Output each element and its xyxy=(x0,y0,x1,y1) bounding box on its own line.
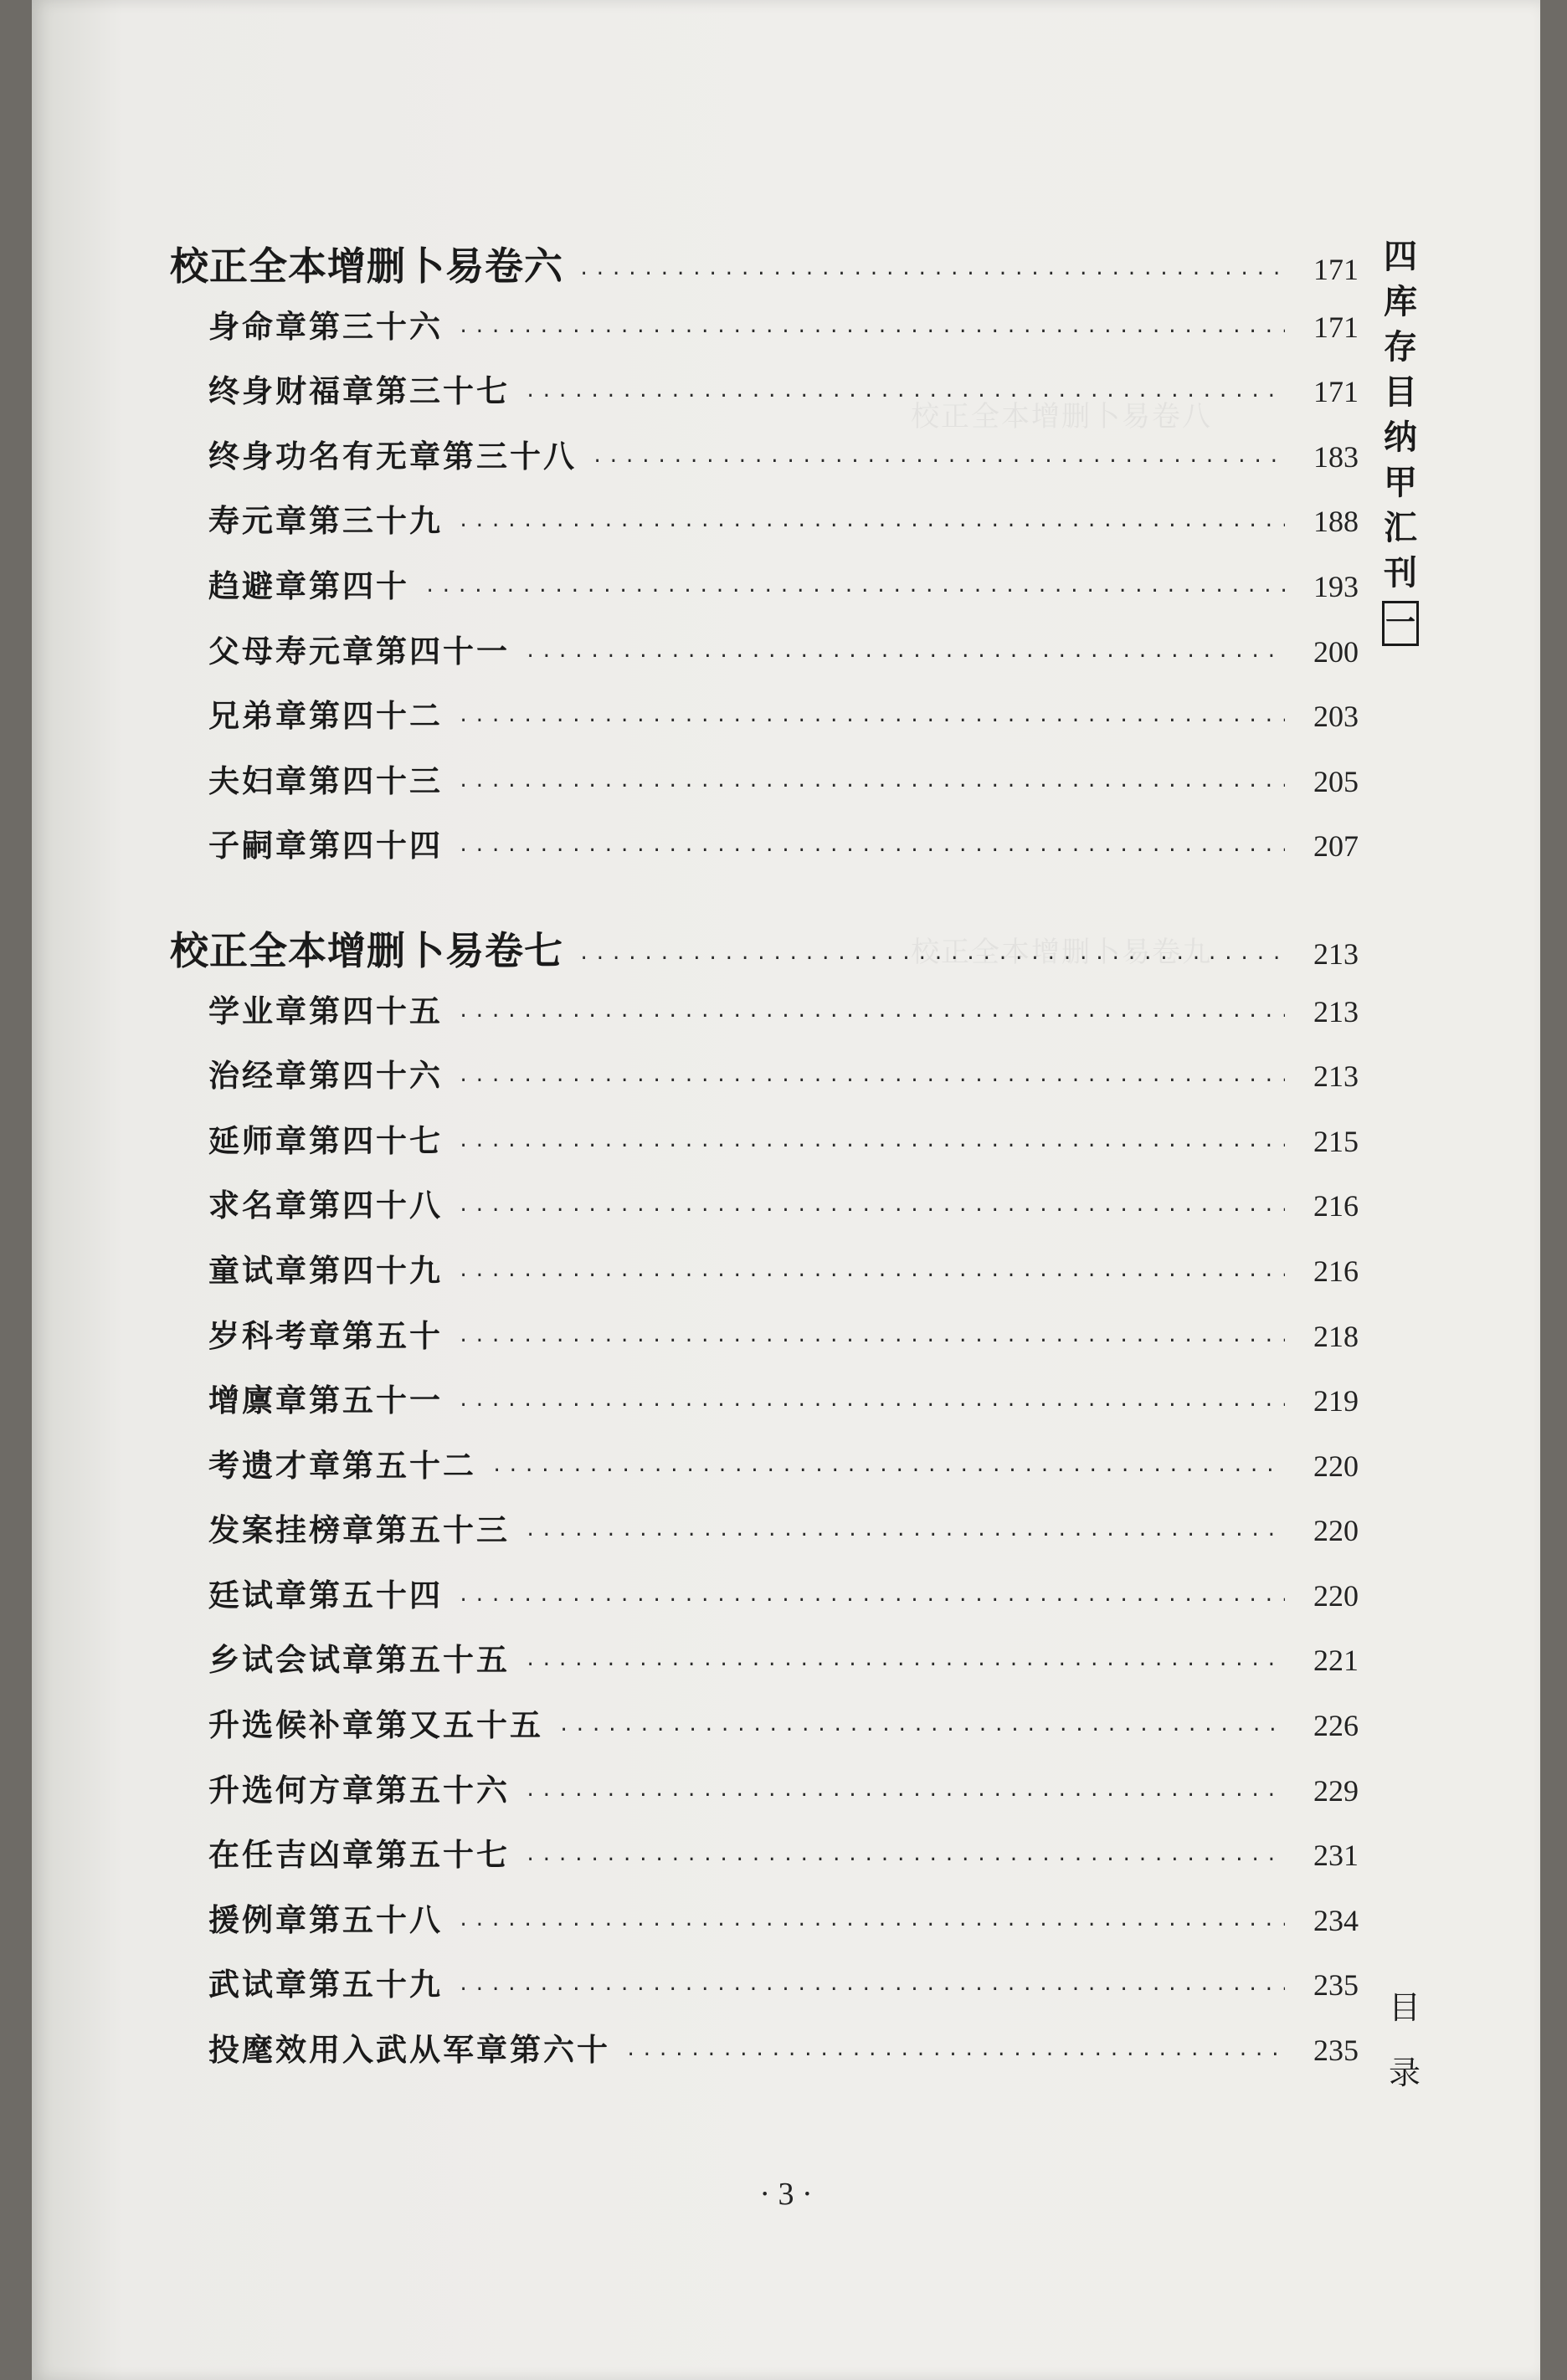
leader-dots xyxy=(458,1136,1285,1157)
toc-entry[interactable] xyxy=(170,366,1359,431)
toc-entry[interactable] xyxy=(170,495,1359,561)
toc-entry-page: 226 xyxy=(1313,1709,1359,1743)
toc-entry-title: 童试章第四十九 xyxy=(208,1252,443,1289)
toc-entry-page: 215 xyxy=(1313,1124,1359,1158)
toc-entry[interactable] xyxy=(170,1375,1359,1440)
leader-dots xyxy=(458,710,1285,731)
toc-entry-title: 治经章第四十六 xyxy=(208,1058,443,1095)
toc-entry-page: 213 xyxy=(1313,994,1359,1028)
leader-dots xyxy=(491,1460,1285,1481)
toc-entry-page: 171 xyxy=(1313,310,1359,344)
toc-entry-page: 235 xyxy=(1313,1968,1359,2003)
leader-dots xyxy=(458,1395,1285,1416)
toc-entry[interactable] xyxy=(170,301,1359,367)
toc-entry[interactable] xyxy=(170,1700,1359,1765)
volume-number-bracket: 一 xyxy=(1382,601,1419,646)
toc-entry-page: 220 xyxy=(1313,1514,1359,1548)
toc-entries xyxy=(170,986,1359,2090)
section-label-char: 录 xyxy=(1388,2054,1421,2091)
toc-heading[interactable] xyxy=(170,236,1359,301)
toc-entry-page: 207 xyxy=(1313,829,1359,864)
toc-entry-title: 兄弟章第四十二 xyxy=(208,698,443,735)
toc-entry[interactable] xyxy=(170,690,1359,756)
toc-entry-page: 234 xyxy=(1313,1903,1359,1937)
toc-entry-title: 寿元章第三十九 xyxy=(208,503,443,540)
leader-dots xyxy=(592,451,1285,472)
toc-entry[interactable] xyxy=(170,1634,1359,1700)
toc-section-volume-7 xyxy=(170,921,1359,2090)
toc-entry[interactable] xyxy=(170,561,1359,626)
leader-dots xyxy=(525,1849,1285,1870)
leader-dots xyxy=(458,1590,1285,1611)
leader-dots xyxy=(458,1265,1285,1286)
toc-entry-title: 升选何方章第五十六 xyxy=(208,1772,510,1808)
toc-entry[interactable] xyxy=(170,1570,1359,1635)
toc-entry[interactable] xyxy=(170,1050,1359,1116)
toc-entry-page: 205 xyxy=(1313,764,1359,798)
series-title-char: 纳 xyxy=(1384,418,1417,457)
toc-entry-title: 趋避章第四十 xyxy=(208,567,409,604)
leader-dots xyxy=(458,840,1285,861)
toc-entry-title: 子嗣章第四十四 xyxy=(208,828,443,864)
toc-entry-page: 213 xyxy=(1313,1059,1359,1094)
toc-entry-title: 投麾效用入武从军章第六十 xyxy=(208,2032,610,2069)
toc-entry[interactable] xyxy=(170,986,1359,1051)
toc-entry-title: 延师章第四十七 xyxy=(208,1122,443,1159)
series-title-char: 汇 xyxy=(1384,509,1417,547)
toc-entry-title: 廷试章第五十四 xyxy=(208,1577,443,1613)
series-title-char: 刊 xyxy=(1384,554,1417,592)
toc-entry-title: 终身功名有无章第三十八 xyxy=(208,438,577,474)
toc-heading-page: 171 xyxy=(1313,253,1359,286)
toc-entry[interactable] xyxy=(170,1180,1359,1245)
leader-dots xyxy=(525,1654,1285,1675)
toc-entry-page: 219 xyxy=(1313,1384,1359,1418)
toc-entry[interactable] xyxy=(170,1829,1359,1895)
toc-entry-page: 200 xyxy=(1313,634,1359,669)
leader-dots xyxy=(458,1070,1285,1091)
toc-entry-title: 学业章第四十五 xyxy=(208,993,443,1029)
section-label-char: 目 xyxy=(1388,1989,1421,2026)
toc-entry[interactable] xyxy=(170,626,1359,691)
toc-entry[interactable] xyxy=(170,1116,1359,1181)
toc-entry-title: 考遗才章第五十二 xyxy=(208,1447,476,1484)
leader-dots xyxy=(558,1720,1285,1741)
leader-dots xyxy=(458,1006,1285,1027)
toc-entry[interactable] xyxy=(170,1505,1359,1570)
leader-dots xyxy=(578,264,1285,285)
leader-dots xyxy=(458,1200,1285,1221)
toc-heading-page: 213 xyxy=(1313,936,1359,971)
toc-entry-page: 216 xyxy=(1313,1254,1359,1288)
toc-entry-title: 夫妇章第四十三 xyxy=(208,762,443,799)
toc-entry[interactable] xyxy=(170,1440,1359,1505)
toc-entry-title: 援例章第五十八 xyxy=(208,1901,443,1938)
toc-section-volume-6 xyxy=(170,236,1359,885)
toc-entry-page: 188 xyxy=(1313,505,1359,539)
bleed-through-text: 校正全本增删卜易卷九 xyxy=(911,936,1212,969)
toc-entry-title: 终身财福章第三十七 xyxy=(208,373,510,410)
leader-dots xyxy=(458,515,1285,536)
toc-entry-title: 发案挂榜章第五十三 xyxy=(208,1512,510,1549)
toc-entry-title: 武试章第五十九 xyxy=(208,1967,443,2003)
toc-entry-title: 岁科考章第五十 xyxy=(208,1317,443,1354)
leader-dots xyxy=(424,581,1285,602)
toc-entry[interactable] xyxy=(170,756,1359,821)
toc-entry-title: 乡试会试章第五十五 xyxy=(208,1642,510,1679)
section-label-vertical xyxy=(1379,1975,1430,2106)
series-title-char: 库 xyxy=(1384,283,1417,321)
toc-entry[interactable] xyxy=(170,1895,1359,1960)
toc-entry-page: 235 xyxy=(1313,2034,1359,2068)
toc-entry-page: 216 xyxy=(1313,1189,1359,1223)
toc-heading-title: 校正全本增删卜易卷七 xyxy=(170,927,563,973)
page-number: · 3 · xyxy=(759,2177,813,2212)
toc-entry[interactable] xyxy=(170,1311,1359,1376)
toc-entry-page: 183 xyxy=(1313,439,1359,474)
toc-entry-page: 229 xyxy=(1313,1773,1359,1808)
series-title-char: 存 xyxy=(1384,328,1417,367)
toc-entry-page: 220 xyxy=(1313,1449,1359,1483)
toc-entry-page: 203 xyxy=(1313,700,1359,734)
toc-entry-page: 218 xyxy=(1313,1319,1359,1353)
leader-dots xyxy=(458,776,1285,797)
toc-heading[interactable] xyxy=(170,921,1359,986)
toc-entry[interactable] xyxy=(170,1245,1359,1311)
leader-dots xyxy=(458,1915,1285,1936)
leader-dots xyxy=(578,948,1285,969)
toc-entry-title: 身命章第三十六 xyxy=(208,308,443,345)
toc-entry[interactable] xyxy=(170,1959,1359,2024)
toc-entry-page: 231 xyxy=(1313,1839,1359,1873)
series-title-char: 甲 xyxy=(1384,464,1417,502)
leader-dots xyxy=(625,2044,1285,2065)
toc-entry[interactable] xyxy=(170,431,1359,496)
leader-dots xyxy=(525,386,1285,407)
leader-dots xyxy=(525,646,1285,667)
toc-entry-page: 221 xyxy=(1313,1644,1359,1678)
toc-entry[interactable] xyxy=(170,1765,1359,1830)
leader-dots xyxy=(458,1331,1285,1352)
toc-entry[interactable] xyxy=(170,820,1359,885)
toc-entries xyxy=(170,301,1359,885)
toc-entry-title: 父母寿元章第四十一 xyxy=(208,633,510,669)
toc-entry[interactable] xyxy=(170,2024,1359,2090)
toc-entry-title: 求名章第四十八 xyxy=(208,1187,443,1224)
leader-dots xyxy=(458,1979,1285,2000)
leader-dots xyxy=(525,1785,1285,1806)
toc-entry-page: 171 xyxy=(1313,375,1359,409)
leader-dots xyxy=(458,321,1285,342)
leader-dots xyxy=(525,1525,1285,1546)
series-title-vertical xyxy=(1371,234,1430,646)
series-title-char: 四 xyxy=(1384,238,1417,276)
toc-entry-title: 在任吉凶章第五十七 xyxy=(208,1837,510,1874)
series-title-char: 目 xyxy=(1384,373,1417,412)
toc-entry-title: 增廪章第五十一 xyxy=(208,1382,443,1419)
toc-entry-page: 193 xyxy=(1313,569,1359,603)
toc-entry-title: 升选候补章第又五十五 xyxy=(208,1707,543,1744)
toc-entry-page: 220 xyxy=(1313,1578,1359,1613)
toc-heading-title: 校正全本增删卜易卷六 xyxy=(170,244,563,289)
bleed-through-text: 校正全本增删卜易卷八 xyxy=(911,400,1212,433)
book-page xyxy=(32,0,1540,2380)
table-of-contents xyxy=(170,236,1359,2125)
